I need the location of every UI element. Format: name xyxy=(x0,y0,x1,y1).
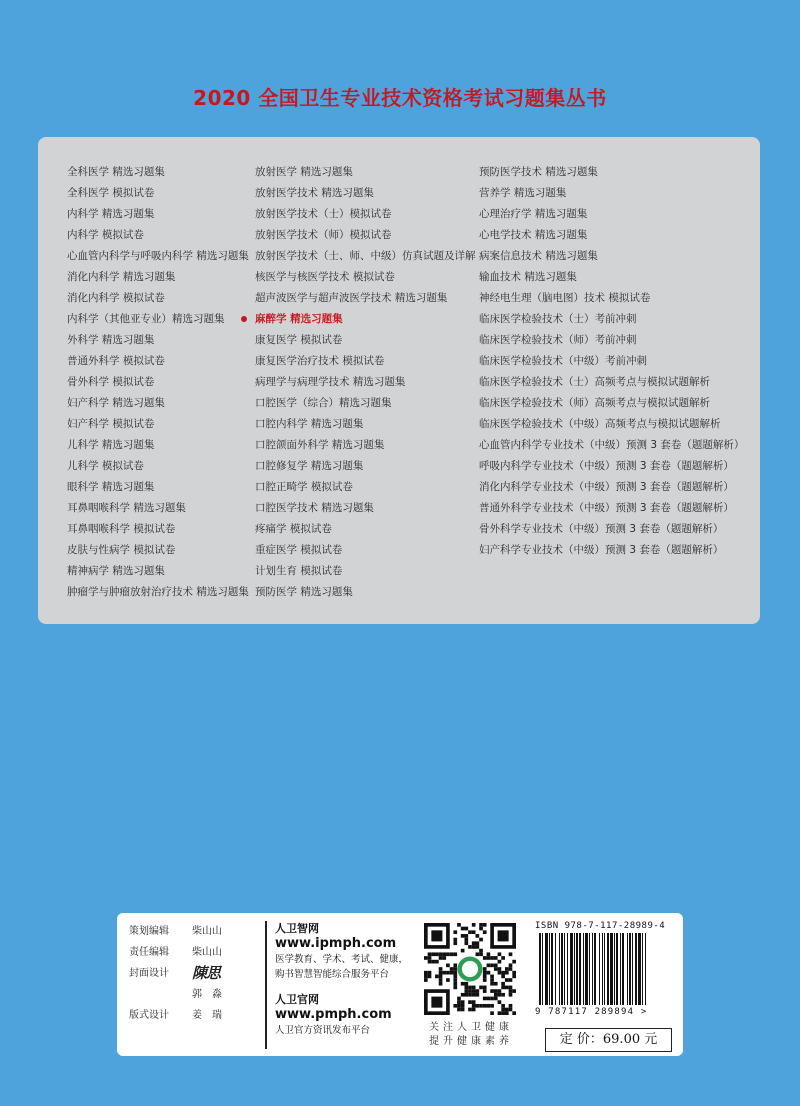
catalog-item: 预防医学技术 精选习题集 xyxy=(479,166,598,178)
catalog-item: 临床医学检验技术（师）高频考点与模拟试题解析 xyxy=(479,397,710,409)
catalog-item: 康复医学 模拟试卷 xyxy=(255,334,343,346)
catalog-item: 口腔医学（综合）精选习题集 xyxy=(255,397,392,409)
catalog-item: 消化内科学 精选习题集 xyxy=(67,271,176,283)
catalog-item: 耳鼻咽喉科学 精选习题集 xyxy=(67,502,186,514)
catalog-item: 神经电生理（脑电图）技术 模拟试卷 xyxy=(479,292,651,304)
price-label: 定 价： xyxy=(559,1032,603,1047)
website-info xyxy=(275,921,408,1038)
book-catalog-panel xyxy=(38,137,760,624)
credit-name: 柴山山 xyxy=(192,947,222,958)
series-title: 2020 全国卫生专业技术资格考试习题集丛书 xyxy=(193,86,607,110)
catalog-item: 重症医学 模拟试卷 xyxy=(255,544,343,556)
catalog-item: 心电学技术 精选习题集 xyxy=(479,229,588,241)
credit-row-planning xyxy=(129,921,232,942)
publisher-info-box xyxy=(117,913,683,1056)
catalog-item: 呼吸内科学专业技术（中级）预测 3 套卷（题题解析） xyxy=(479,460,734,472)
qr-code-icon[interactable] xyxy=(424,923,516,1015)
site2-url[interactable]: www.pmph.com xyxy=(275,1007,392,1022)
qr-caption-line: 提升健康素养 xyxy=(429,1036,513,1047)
qr-caption-line: 关注人卫健康 xyxy=(429,1022,513,1033)
catalog-item: 预防医学 精选习题集 xyxy=(255,586,353,598)
catalog-item: 全科医学 精选习题集 xyxy=(67,166,165,178)
catalog-item: 口腔颌面外科学 精选习题集 xyxy=(255,439,385,451)
catalog-item: 口腔内科学 精选习题集 xyxy=(255,418,364,430)
barcode-digits: 9 787117 289894 > xyxy=(535,1007,648,1017)
site1-desc: 购书智慧智能综合服务平台 xyxy=(275,969,390,980)
catalog-item: 儿科学 精选习题集 xyxy=(67,439,155,451)
catalog-item: 外科学 精选习题集 xyxy=(67,334,155,346)
catalog-item: 核医学与核医学技术 模拟试卷 xyxy=(255,271,395,283)
site1-url[interactable]: www.ipmph.com xyxy=(275,936,397,951)
catalog-item: 计划生育 模拟试卷 xyxy=(255,565,343,577)
credit-role: 封面设计 xyxy=(129,968,169,979)
isbn-text: ISBN 978-7-117-28989-4 xyxy=(535,921,666,931)
catalog-item: 临床医学检验技术（士）考前冲刺 xyxy=(479,313,637,325)
catalog-item: 眼科学 精选习题集 xyxy=(67,481,155,493)
catalog-item: 消化内科学 模拟试卷 xyxy=(67,292,165,304)
catalog-item: 儿科学 模拟试卷 xyxy=(67,460,144,472)
catalog-item: 内科学 模拟试卷 xyxy=(67,229,144,241)
catalog-item: 肿瘤学与肿瘤放射治疗技术 精选习题集 xyxy=(67,586,249,598)
catalog-item: 妇产科学专业技术（中级）预测 3 套卷（题题解析） xyxy=(479,544,724,556)
price-box xyxy=(545,1028,672,1052)
credit-role: 版式设计 xyxy=(129,1010,169,1021)
catalog-item: 康复医学治疗技术 模拟试卷 xyxy=(255,355,385,367)
catalog-item: 放射医学技术 精选习题集 xyxy=(255,187,374,199)
catalog-item: 普通外科学 模拟试卷 xyxy=(67,355,165,367)
catalog-item: 临床医学检验技术（中级）考前冲刺 xyxy=(479,355,647,367)
catalog-item: 消化内科学专业技术（中级）预测 3 套卷（题题解析） xyxy=(479,481,734,493)
site2-desc: 人卫官方资讯发布平台 xyxy=(275,1025,371,1036)
catalog-item: 全科医学 模拟试卷 xyxy=(67,187,155,199)
price-value: 69.00 元 xyxy=(602,1032,658,1047)
catalog-item: 口腔修复学 精选习题集 xyxy=(255,460,364,472)
catalog-item: 内科学（其他亚专业）精选习题集 xyxy=(67,313,225,325)
catalog-item: 心血管内科学专业技术（中级）预测 3 套卷（题题解析） xyxy=(479,439,745,451)
credits xyxy=(129,921,232,1026)
catalog-item: 心理治疗学 精选习题集 xyxy=(479,208,588,220)
catalog-item: 临床医学检验技术（师）考前冲刺 xyxy=(479,334,637,346)
catalog-item: 病理学与病理学技术 精选习题集 xyxy=(255,376,406,388)
barcode-icon xyxy=(535,933,673,1007)
qr-caption xyxy=(417,1021,525,1049)
catalog-item: 心血管内科学与呼吸内科学 精选习题集 xyxy=(67,250,249,262)
designer-signature: 陳思 xyxy=(192,964,221,982)
catalog-item: 骨外科学专业技术（中级）预测 3 套卷（题题解析） xyxy=(479,523,724,535)
site2-name: 人卫官网 xyxy=(275,993,319,1006)
catalog-item: 病案信息技术 精选习题集 xyxy=(479,250,598,262)
catalog-item: 骨外科学 模拟试卷 xyxy=(67,376,155,388)
catalog-item: 放射医学技术（师）模拟试卷 xyxy=(255,229,392,241)
site1-desc: 医学教育、学术、考试、健康， xyxy=(275,954,409,965)
catalog-item: 精神病学 精选习题集 xyxy=(67,565,165,577)
catalog-item: 超声波医学与超声波医学技术 精选习题集 xyxy=(255,292,448,304)
credit-role: 责任编辑 xyxy=(129,947,169,958)
credit-name: 郭 淼 xyxy=(192,989,222,1000)
credit-name: 姜 瑞 xyxy=(192,1010,222,1021)
catalog-item: 临床医学检验技术（士）高频考点与模拟试题解析 xyxy=(479,376,710,388)
catalog-item: 放射医学技术（士）模拟试卷 xyxy=(255,208,392,220)
credit-row-cover-2 xyxy=(129,984,232,1005)
catalog-item-current: 麻醉学 精选习题集 xyxy=(255,309,476,330)
credit-role: 策划编辑 xyxy=(129,926,169,937)
catalog-column-3 xyxy=(479,162,744,561)
site1-name: 人卫智网 xyxy=(275,922,319,935)
catalog-item: 妇产科学 精选习题集 xyxy=(67,397,165,409)
catalog-column-2 xyxy=(255,162,476,603)
catalog-item: 妇产科学 模拟试卷 xyxy=(67,418,155,430)
catalog-item: 普通外科学专业技术（中级）预测 3 套卷（题题解析） xyxy=(479,502,734,514)
catalog-column-1 xyxy=(67,162,249,603)
credit-row-responsible xyxy=(129,942,232,963)
credit-row-layout xyxy=(129,1005,232,1026)
catalog-item: 内科学 精选习题集 xyxy=(67,208,155,220)
credit-row-cover xyxy=(129,963,232,984)
isbn-block xyxy=(535,921,675,1017)
vertical-divider xyxy=(265,921,267,1049)
catalog-item: 疼痛学 模拟试卷 xyxy=(255,523,332,535)
catalog-item: 耳鼻咽喉科学 模拟试卷 xyxy=(67,523,176,535)
catalog-item: 口腔医学技术 精选习题集 xyxy=(255,502,374,514)
credit-name: 柴山山 xyxy=(192,926,222,937)
catalog-item: 皮肤与性病学 模拟试卷 xyxy=(67,544,176,556)
catalog-item: 临床医学检验技术（中级）高频考点与模拟试题解析 xyxy=(479,418,721,430)
catalog-item: 输血技术 精选习题集 xyxy=(479,271,577,283)
catalog-item: 口腔正畸学 模拟试卷 xyxy=(255,481,353,493)
catalog-item: 放射医学技术（士、师、中级）仿真试题及详解 xyxy=(255,250,476,262)
catalog-item: 放射医学 精选习题集 xyxy=(255,166,353,178)
catalog-item: 营养学 精选习题集 xyxy=(479,187,567,199)
